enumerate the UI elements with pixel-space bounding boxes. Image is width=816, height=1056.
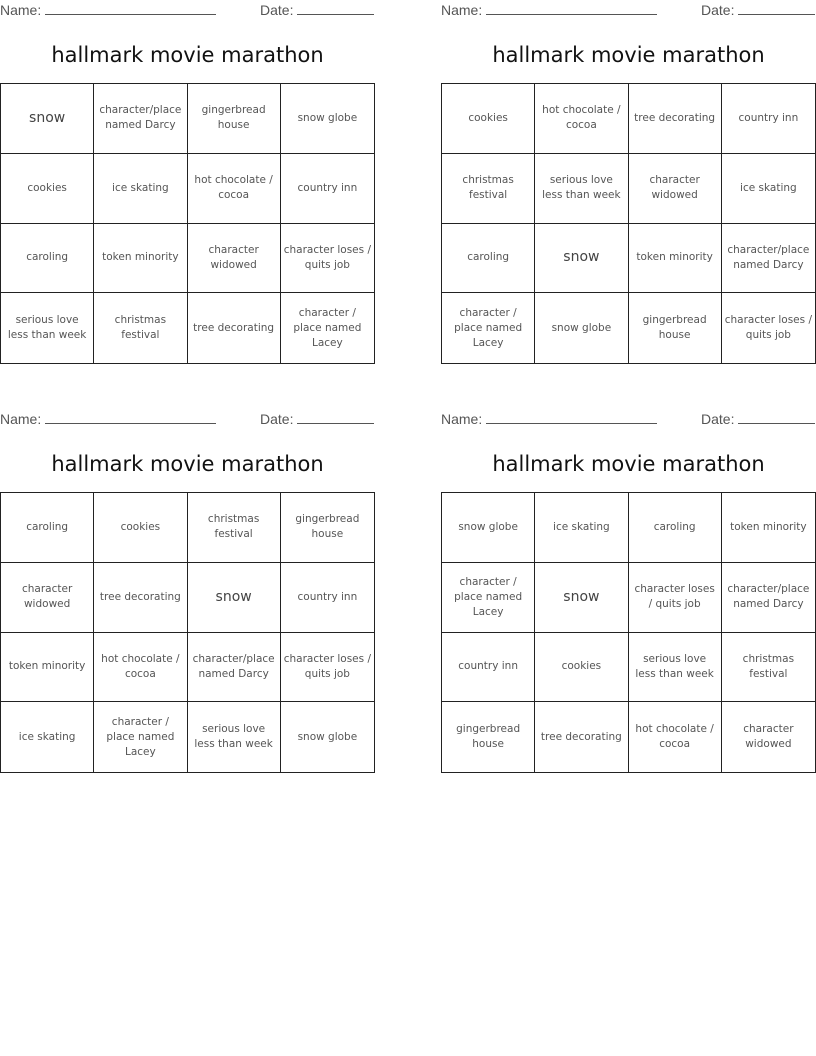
bingo-grid [0,83,375,364]
bingo-cell[interactable]: snow [535,563,628,633]
bingo-cell[interactable]: caroling [629,493,722,563]
date-field[interactable] [260,2,374,18]
name-date-line [441,411,816,429]
bingo-cell[interactable]: character / place named Lacey [94,702,187,772]
bingo-cell[interactable]: hot chocolate / cocoa [535,84,628,154]
bingo-card [441,409,816,784]
bingo-card [0,0,375,375]
bingo-cell[interactable]: snow [188,563,281,633]
bingo-cell[interactable]: christmas festival [442,154,535,224]
name-field[interactable] [0,2,216,18]
bingo-cell[interactable]: caroling [1,493,94,563]
date-blank-line[interactable] [297,2,374,15]
name-date-line [0,2,375,20]
bingo-cell[interactable]: token minority [722,493,815,563]
bingo-cell[interactable]: serious love less than week [535,154,628,224]
bingo-cell[interactable]: snow [1,84,94,154]
bingo-cell[interactable]: character widowed [743,723,794,751]
date-field[interactable] [701,411,815,427]
bingo-grid [441,492,816,773]
bingo-cell[interactable]: hot chocolate / cocoa [629,702,722,772]
name-field[interactable] [0,411,216,427]
bingo-cell[interactable]: gingerbread house [188,84,281,154]
name-label: Name: [441,2,483,18]
card-title: hallmark movie marathon [492,452,765,476]
bingo-cell[interactable]: cookies [535,633,628,703]
bingo-cell[interactable]: tree decorating [535,702,628,772]
bingo-cell[interactable]: gingerbread house [629,293,722,363]
bingo-cell[interactable]: cookies [442,84,535,154]
bingo-cell[interactable]: gingerbread house [281,493,374,563]
bingo-cell[interactable]: character/place named Darcy [722,563,815,633]
bingo-cell[interactable]: snow [535,224,628,294]
bingo-cell[interactable]: token minority [629,224,722,294]
bingo-cell[interactable]: ice skating [535,493,628,563]
bingo-cell[interactable]: snow globe [281,84,374,154]
bingo-cell[interactable]: character / place named Lacey [442,563,535,633]
bingo-cell[interactable]: serious love less than week [629,633,722,703]
bingo-cell[interactable]: country inn [442,633,535,703]
date-field[interactable] [701,2,815,18]
bingo-cell[interactable]: character loses / quits job [281,224,374,294]
name-date-line [0,411,375,429]
bingo-cell[interactable]: character widowed [1,563,94,633]
bingo-cell[interactable]: tree decorating [94,563,187,633]
bingo-cell[interactable]: character loses / quits job [281,633,374,703]
bingo-cell[interactable]: country inn [281,563,374,633]
name-blank-line[interactable] [486,411,657,424]
date-blank-line[interactable] [738,2,815,15]
name-blank-line[interactable] [45,2,216,15]
bingo-cell[interactable]: token minority [94,224,187,294]
bingo-cell[interactable]: ice skating [94,154,187,224]
bingo-cell[interactable]: tree decorating [629,84,722,154]
bingo-cell[interactable]: caroling [1,224,94,294]
bingo-cell[interactable]: ice skating [1,702,94,772]
bingo-cell[interactable]: cookies [94,493,187,563]
card-title: hallmark movie marathon [492,43,765,67]
bingo-cell[interactable]: christmas festival [94,293,187,363]
bingo-cell[interactable]: country inn [281,154,374,224]
bingo-cell[interactable]: character loses / quits job [724,314,812,342]
name-field[interactable] [441,411,657,427]
bingo-cell[interactable]: cookies [1,154,94,224]
bingo-cell[interactable]: character widowed [629,154,722,224]
date-blank-line[interactable] [738,411,815,424]
bingo-cell[interactable]: tree decorating [188,293,281,363]
date-field[interactable] [260,411,374,427]
name-label: Name: [0,411,42,427]
name-label: Name: [441,411,483,427]
bingo-cell[interactable]: character / place named Lacey [293,306,362,349]
name-blank-line[interactable] [486,2,657,15]
name-date-line [441,2,816,20]
bingo-cell[interactable]: character/place named Darcy [722,224,815,294]
bingo-cell[interactable]: christmas festival [188,493,281,563]
name-field[interactable] [441,2,657,18]
bingo-cell[interactable]: character widowed [188,224,281,294]
bingo-cell[interactable]: ice skating [722,154,815,224]
bingo-cell[interactable]: snow globe [297,730,358,743]
date-label: Date: [701,411,735,427]
bingo-cell[interactable]: character/place named Darcy [94,84,187,154]
card-title: hallmark movie marathon [51,452,324,476]
bingo-grid [0,492,375,773]
bingo-cell[interactable]: gingerbread house [442,702,535,772]
bingo-cell[interactable]: hot chocolate / cocoa [94,633,187,703]
name-blank-line[interactable] [45,411,216,424]
bingo-cell[interactable]: christmas festival [722,633,815,703]
bingo-cell[interactable]: country inn [722,84,815,154]
bingo-grid [441,83,816,364]
bingo-cell[interactable]: caroling [442,224,535,294]
card-title: hallmark movie marathon [51,43,324,67]
bingo-card [0,409,375,784]
bingo-cell[interactable]: snow globe [535,293,628,363]
date-label: Date: [260,411,294,427]
name-label: Name: [0,2,42,18]
date-blank-line[interactable] [297,411,374,424]
bingo-cell[interactable]: character loses / quits job [629,563,722,633]
bingo-cell[interactable]: snow globe [442,493,535,563]
date-label: Date: [701,2,735,18]
bingo-cell[interactable]: serious love less than week [1,293,94,363]
date-label: Date: [260,2,294,18]
bingo-cell[interactable]: serious love less than week [188,702,281,772]
bingo-cell[interactable]: character / place named Lacey [442,293,535,363]
bingo-cell[interactable]: token minority [1,633,94,703]
bingo-cell[interactable]: hot chocolate / cocoa [188,154,281,224]
bingo-card [441,0,816,375]
bingo-cell[interactable]: character/place named Darcy [188,633,281,703]
